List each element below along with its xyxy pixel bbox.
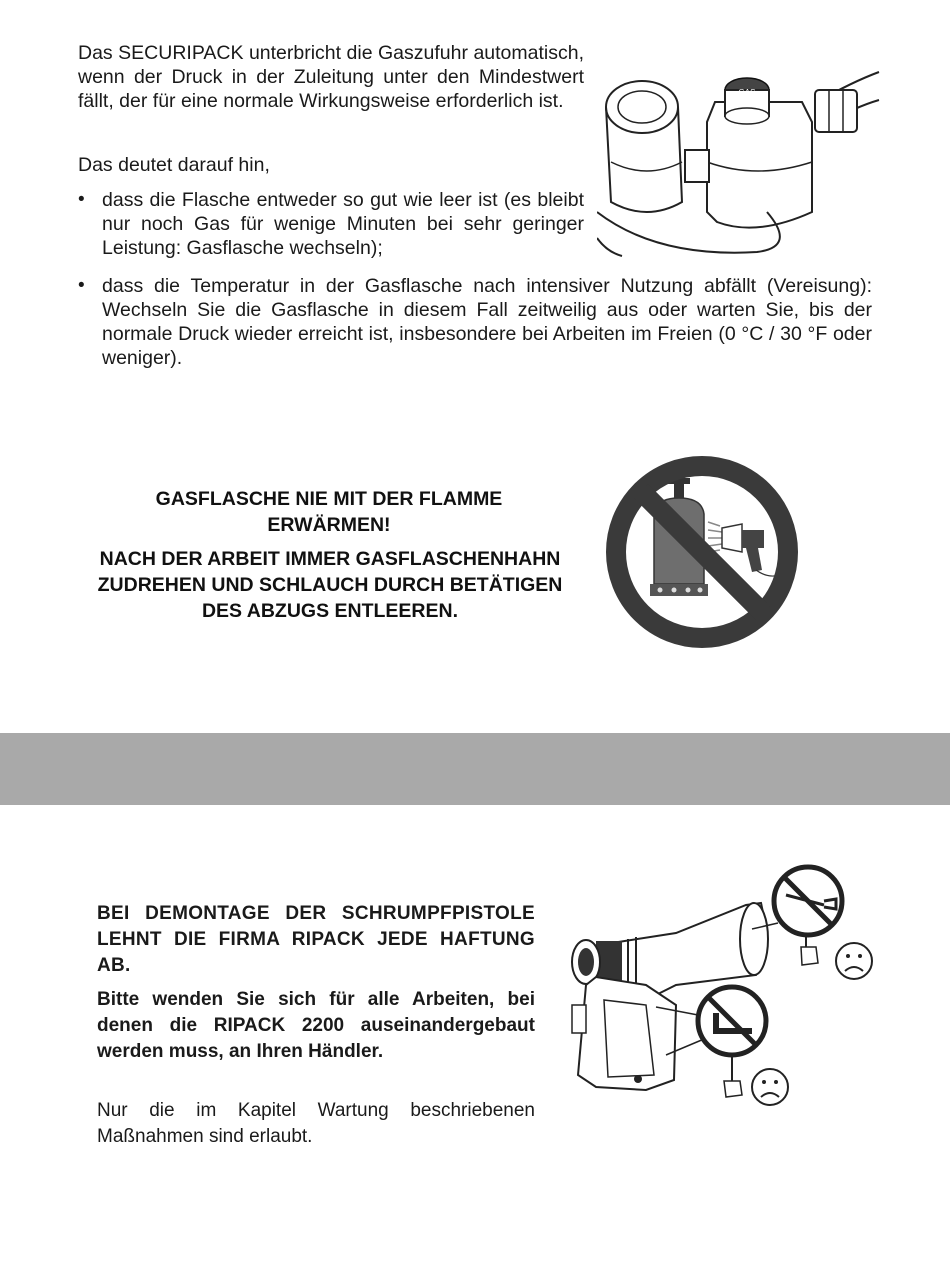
valve-gas-label: GAS bbox=[738, 88, 756, 97]
securipack-valve-illustration bbox=[597, 62, 880, 258]
disassembly-warning-body: Bitte wenden Sie sich für alle Arbeiten, bei denen die RIPACK 2200 auseinandergebaut werden muss, an Ihren Händler. bbox=[97, 989, 535, 1062]
no-disassembly-illustration bbox=[556, 855, 878, 1145]
section-divider-band bbox=[0, 733, 950, 805]
flame-warning-line1: GASFLASCHE NIE MIT DER FLAMME ERWÄRMEN! bbox=[155, 488, 503, 536]
bullet-item-1 bbox=[78, 188, 584, 260]
disassembly-warning-title: BEI DEMONTAGE DER SCHRUMPFPISTOLE LEHNT DIE FIRMA RIPACK JEDE HAFTUNG AB. bbox=[97, 903, 535, 976]
no-flame-heating-icon bbox=[596, 446, 808, 658]
flame-warning-line2: NACH DER ARBEIT IMMER GASFLASCHENHAHN ZUDREHEN UND SCHLAUCH DURCH BETÄTIGEN DES ABZUGS ENTLEEREN. bbox=[97, 548, 563, 622]
bullet-text: dass die Temperatur in der Gasflasche nach intensiver Nutzung abfällt (Vereisung): Wechseln Sie die Gasflasche in diesem Fall zeitweilig aus oder warten Sie, bis der normale Druck wieder erreicht ist, insbesondere bei Arbeiten im Freien (0 °C / 30 °F oder weniger). bbox=[102, 275, 872, 369]
securipack-lead: Das deutet darauf hin, bbox=[78, 154, 270, 176]
bullet-dot-icon: • bbox=[78, 275, 85, 296]
securipack-intro: Das SECURIPACK unterbricht die Gaszufuhr automatisch, wenn der Druck in der Zuleitung unter den Mindestwert fällt, der für eine normale Wirkungsweise erforderlich ist. bbox=[78, 42, 584, 112]
disassembly-note: Nur die im Kapitel Wartung beschriebenen Maßnahmen sind erlaubt. bbox=[97, 1100, 535, 1147]
bullet-item-2 bbox=[78, 274, 872, 370]
bullet-dot-icon: • bbox=[78, 189, 85, 210]
bullet-text: dass die Flasche entweder so gut wie leer ist (es bleibt nur noch Gas für wenige Minuten bei sehr geringer Leistung: Gasflasche wechseln); bbox=[102, 189, 584, 259]
